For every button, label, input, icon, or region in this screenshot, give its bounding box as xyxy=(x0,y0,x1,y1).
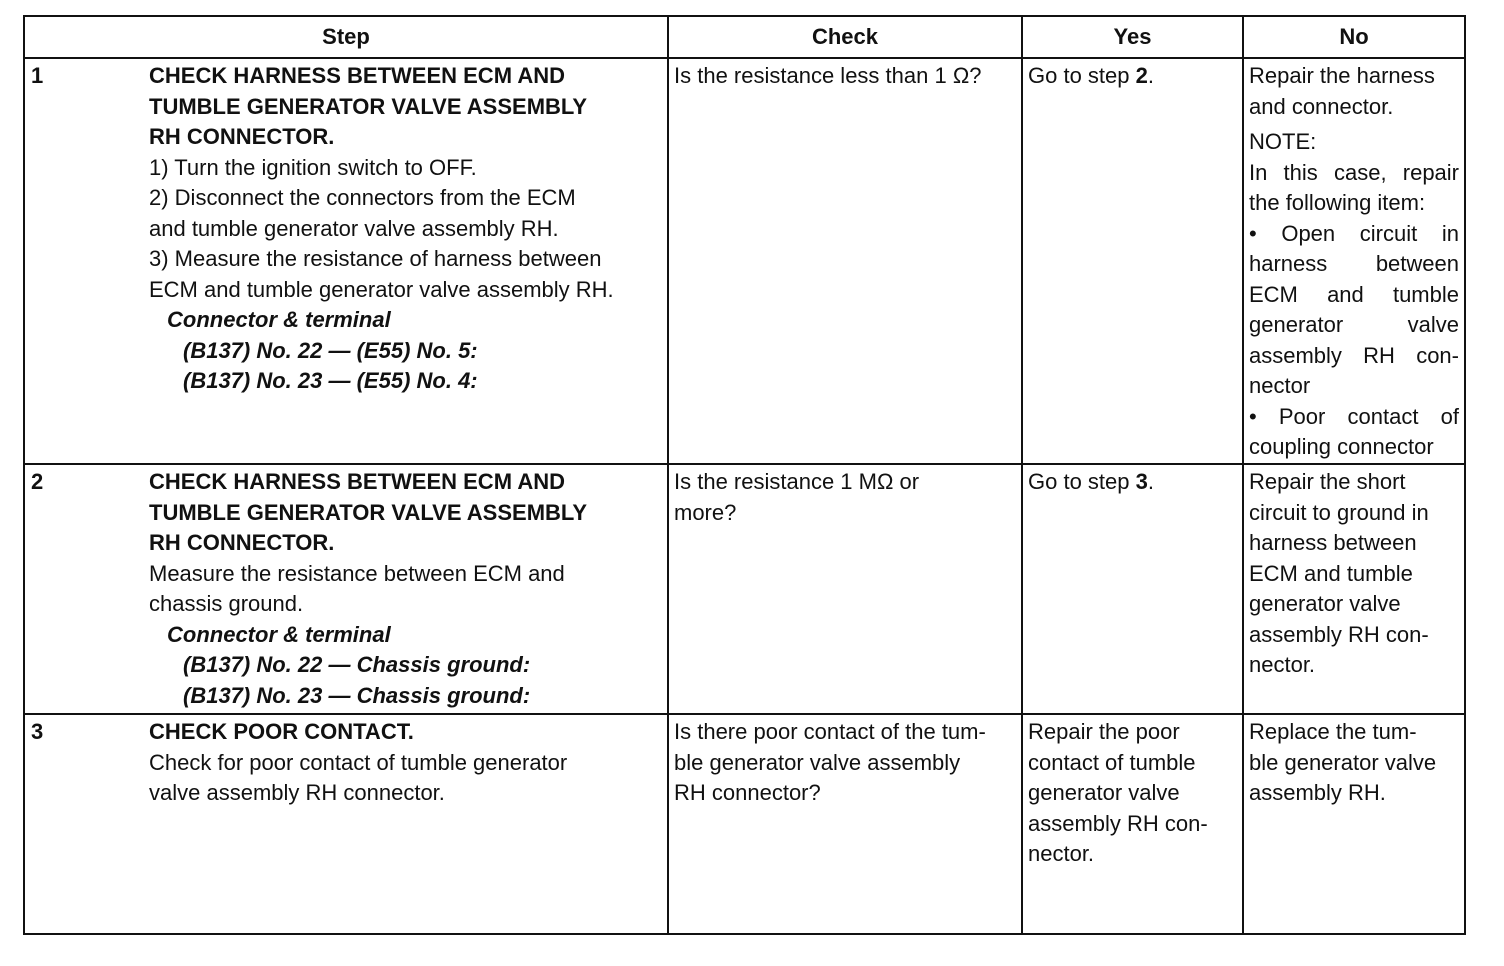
check-question: more? xyxy=(674,499,737,525)
check-cell xyxy=(668,58,1022,464)
connector-terminal: (B137) No. 23 — Chassis ground: xyxy=(183,682,531,708)
check-question: RH connector? xyxy=(674,780,821,805)
step-instruction: 1) Turn the ignition switch to OFF. xyxy=(149,154,477,180)
table-header-row xyxy=(24,16,1465,58)
check-cell xyxy=(668,464,1022,714)
yes-action: Repair the poor xyxy=(1028,719,1180,744)
connector-terminal: (B137) No. 22 — Chassis ground: xyxy=(183,652,531,677)
yes-action: assembly RH con- xyxy=(1028,810,1208,836)
table-row xyxy=(24,58,1465,464)
no-cell xyxy=(1243,58,1465,464)
no-cell xyxy=(1243,714,1465,934)
step-cell xyxy=(24,464,668,714)
step-title: CHECK POOR CONTACT. xyxy=(149,719,414,744)
step-instruction: chassis ground. xyxy=(149,591,304,616)
yes-action: Go to step 3. xyxy=(1028,469,1154,494)
check-question: Is there poor contact of the tum- xyxy=(674,719,986,744)
step-title: TUMBLE GENERATOR VALVE ASSEMBLY xyxy=(149,499,588,525)
table-row xyxy=(24,714,1465,934)
no-action: and connector. xyxy=(1249,93,1394,119)
step-title: RH CONNECTOR. xyxy=(149,124,335,149)
no-action: circuit to ground in xyxy=(1249,499,1429,525)
no-action: generator valve xyxy=(1249,591,1401,616)
connector-heading: Connector & terminal xyxy=(167,307,391,332)
note-label: NOTE: xyxy=(1249,129,1317,154)
connector-terminal: (B137) No. 22 — (E55) No. 5: xyxy=(183,337,478,363)
step-instruction: 3) Measure the resistance of harness between xyxy=(149,246,602,271)
note-text: In this case, repair the following item: xyxy=(1249,159,1459,215)
no-action: assembly RH con- xyxy=(1249,621,1429,647)
header-step: Step xyxy=(24,16,668,58)
check-question: Is the resistance less than 1 Ω? xyxy=(674,63,982,88)
check-question: ble generator valve assembly xyxy=(674,749,961,775)
table-row xyxy=(24,464,1465,714)
step-instruction: valve assembly RH connector. xyxy=(149,780,445,805)
step-title: CHECK HARNESS BETWEEN ECM AND xyxy=(149,63,565,88)
no-action: ble generator valve xyxy=(1249,749,1437,775)
note-bullet: • Open circuit in harness between ECM and tumble generator valve assembly RH con-nector xyxy=(1249,220,1459,398)
check-cell xyxy=(668,714,1022,934)
connector-terminal: (B137) No. 23 — (E55) No. 4: xyxy=(183,368,478,393)
no-cell xyxy=(1243,464,1465,714)
step-instruction: ECM and tumble generator valve assembly RH. xyxy=(149,276,614,302)
step-number: 1 xyxy=(31,63,44,88)
step-title: TUMBLE GENERATOR VALVE ASSEMBLY xyxy=(149,93,588,119)
diagnostic-table xyxy=(23,15,1466,935)
yes-action: nector. xyxy=(1028,841,1095,866)
step-instruction: and tumble generator valve assembly RH. xyxy=(149,215,559,241)
step-instruction: Measure the resistance between ECM and xyxy=(149,560,565,586)
no-action: harness between xyxy=(1249,530,1417,555)
step-number: 2 xyxy=(31,469,44,494)
no-action: assembly RH. xyxy=(1249,780,1386,805)
step-cell xyxy=(24,58,668,464)
connector-heading: Connector & terminal xyxy=(167,621,391,647)
step-title: CHECK HARNESS BETWEEN ECM AND xyxy=(149,469,565,494)
no-action: ECM and tumble xyxy=(1249,560,1413,586)
note-bullet: • Poor contact of coupling connector xyxy=(1249,403,1459,459)
step-cell xyxy=(24,714,668,934)
header-no: No xyxy=(1243,16,1465,58)
yes-action: generator valve xyxy=(1028,780,1180,805)
yes-cell xyxy=(1022,58,1243,464)
step-instruction: 2) Disconnect the connectors from the ECM xyxy=(149,185,576,210)
no-action: Repair the short xyxy=(1249,469,1406,494)
step-title: RH CONNECTOR. xyxy=(149,530,335,555)
yes-cell xyxy=(1022,714,1243,934)
yes-action: contact of tumble xyxy=(1028,749,1196,775)
header-check: Check xyxy=(668,16,1022,58)
no-action: Repair the harness xyxy=(1249,63,1435,88)
yes-cell xyxy=(1022,464,1243,714)
step-number: 3 xyxy=(31,719,44,744)
check-question: Is the resistance 1 MΩ or xyxy=(674,469,920,494)
step-instruction: Check for poor contact of tumble generator xyxy=(149,749,568,775)
no-action: nector. xyxy=(1249,652,1316,677)
header-yes: Yes xyxy=(1022,16,1243,58)
no-action: Replace the tum- xyxy=(1249,719,1417,744)
yes-action: Go to step 2. xyxy=(1028,63,1154,88)
